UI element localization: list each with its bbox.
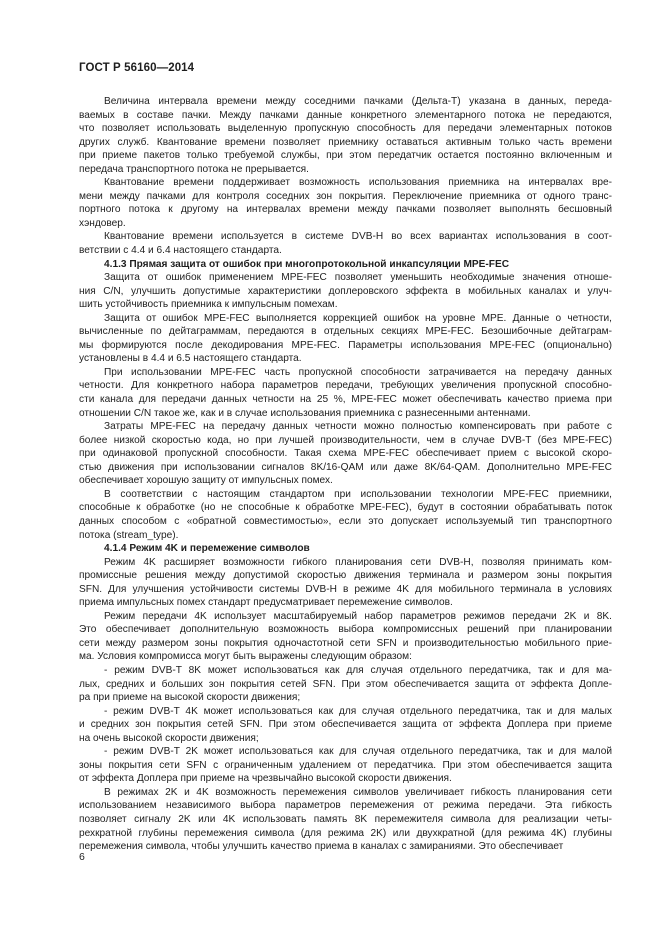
paragraph-line: Защита от ошибок применением MPE-FEC позволяет уменьшить необходимые значения отноше- <box>104 272 612 284</box>
paragraph-line: Затраты MPE-FEC на передачу данных четности можно полностью компенсировать при работе с <box>104 421 612 433</box>
paragraph-line: передача транспортного потока не прерывается. <box>79 163 309 175</box>
paragraph-line: установлены в 4.4 и 6.5 настоящего стандарта. <box>79 353 302 365</box>
paragraph-line: SFN. Для улучшения устойчивости системы DVB-H в режиме 4K для мобильного терминала в условиях <box>79 583 612 595</box>
paragraph-line: ветствии с 4.4 и 6.4 настоящего стандарта. <box>79 245 282 257</box>
paragraph-line: перемежения символа, чтобы улучшить качество приема в каналах с замираниями. Это обеспечивает <box>79 841 564 853</box>
paragraph-line: мы формируются после декодирования MPE-FEC. Параметры использования MPE-FEC (опционально) <box>79 339 612 351</box>
section-heading: 4.1.4 Режим 4K и перемежение символов <box>104 543 310 555</box>
paragraph-line: при приеме пакетов только требуемой службы, при этом передатчик остается постоянно включенным и <box>79 150 612 162</box>
paragraph-line: Режим 4K расширяет возможности гибкого планирования сети DVB-H, позволяя принимать ком- <box>104 556 612 568</box>
paragraph-line: - режим DVB-T 4K может использоваться как для случая отдельного передатчика, так и для малых <box>104 705 612 717</box>
paragraph-line: что позволяет использовать выделенную пропускную способность для передачи элементарных потоков <box>79 123 612 135</box>
paragraph-line: четности. Для конкретного набора параметров передачи, требующих увеличения пропускной способно- <box>79 380 612 392</box>
paragraph-line: мени между пачками для контроля соседних зон покрытия. Переключение приемника от одного транс- <box>79 190 612 202</box>
paragraph-line: от эффекта Доплера при приеме на чрезвычайно высокой скорости движения. <box>79 773 452 785</box>
paragraph-line: лых, средних и больших зон покрытия сетей SFN. При этом обеспечивается защита от эффекта Допле- <box>79 678 612 690</box>
paragraph-line: других служб. Квантование времени позволяет приемнику оставаться активным только часть времени <box>79 136 612 148</box>
paragraph-line: вычисленные по дейтаграммам, передаются в отдельных секциях MPE-FEC. Безошибочные дейтаграм- <box>79 326 612 338</box>
paragraph-line: промиссные решения между допустимой скоростью движения терминала и размером зоны покрытия <box>79 570 612 582</box>
paragraph-line: хэндовер. <box>79 217 126 229</box>
paragraph-line: обеспечивает хорошую защиту от импульсных помех. <box>79 475 333 487</box>
paragraph-line: приема импульсных помех стандарт предусматривает перемежение символов. <box>79 597 453 609</box>
paragraph-line: В соответствии с настоящим стандартом при использовании технологии MPE-FEC приемники, <box>104 488 612 500</box>
paragraph-line: позволяет сигналу 2K или 4K использовать память 8K перемежителя символа для реализации четы- <box>79 813 612 825</box>
paragraph-line: ния C/N, улучшить допустимые характеристики доплеровского эффекта в мобильных каналах и улуч- <box>79 285 612 297</box>
paragraph-line: шить устойчивость приемника к импульсным помехам. <box>79 299 338 311</box>
paragraph-line: Квантование времени поддерживает возможность использования приемника на интервалах вре- <box>104 177 612 189</box>
paragraph-line: рехкратной глубины перемежения символа (для режима 2K) или двухкратной (для режима 4K) глубины <box>79 827 612 839</box>
paragraph-line: отношении C/N такое же, как и в случае использования приемника с разнесенными антеннами. <box>79 407 531 419</box>
standard-header: ГОСТ Р 56160—2014 <box>79 62 195 74</box>
paragraph-line: на очень высокой скорости движения; <box>79 732 259 744</box>
paragraph-line: Величина интервала времени между соседними пачками (Дельта-Т) указана в данных, переда- <box>104 96 612 107</box>
paragraph-line: сети между размером зоны покрытия одночастотной сети SFN и производительностью мобильного прие- <box>79 637 612 649</box>
paragraph-line: более низкой скоростью кода, но при лучшей производительности, чем в случае DVB-T (без MPE-FEC) <box>79 434 612 446</box>
paragraph-line: при одинаковой пропускной способности. Такая схема MPE-FEC обеспечивает прием с высокой скоро- <box>79 448 612 460</box>
paragraph-line: - режим DVB-T 8K может использоваться как для случая отдельного передатчика, так и для ма- <box>104 664 612 676</box>
paragraph-line: Режим передачи 4K использует масштабируемый набор параметров режимов передачи 2K и 8K. <box>104 610 612 622</box>
paragraph-line: ма. Условия компромисса могут быть выражены следующим образом: <box>79 651 412 663</box>
paragraph-line: сти канала для передачи данных четности на 25 %, MPE-FEC может обеспечивать качество приема при <box>79 394 612 406</box>
paragraph-line: ваемых в составе пачки. Между пачками данные конкретного элементарного потока не передаются, <box>79 109 612 121</box>
paragraph-line: портного потока к другому на интервалах времени между пачками позволяет выполнять бесшовный <box>79 204 612 216</box>
paragraph-line: потока (stream_type). <box>79 529 179 541</box>
page-number: 6 <box>79 851 85 863</box>
paragraph-line: и средних зон покрытия сетей SFN. При этом обеспечивается защита от эффекта Доплера при приеме <box>79 719 612 731</box>
paragraph-line: стью движения при использовании сигналов 8K/16-QAM или даже 8K/64-QAM. Дополнительно MPE-FEC <box>79 461 612 473</box>
paragraph-line: Защита от ошибок MPE-FEC выполняется коррекцией ошибок на уровне MPE. Данные о четности, <box>104 312 612 324</box>
paragraph-line: ра при приеме на высокой скорости движения; <box>79 692 301 704</box>
paragraph-line: способные к обработке (но не способные к обработке MPE-FEC), будут в состоянии обрабатывать поток <box>79 502 612 514</box>
document-body <box>79 95 612 854</box>
paragraph-line: Квантование времени используется в системе DVB-H во всех вариантах использования в соот- <box>104 231 612 243</box>
paragraph-line: - режим DVB-T 2K может использоваться как для случая отдельного передатчика, так и для малой <box>104 746 612 758</box>
paragraph-line: При использовании MPE-FEC часть пропускной способности затрачивается на передачу данных <box>104 366 612 378</box>
paragraph-line: зоны покрытия сети SFN с ограниченным удалением от передатчика. При этом обеспечивается защита <box>79 759 612 771</box>
paragraph-line: В режимах 2K и 4K возможность перемежения символов увеличивает гибкость планирования сети <box>104 786 612 798</box>
paragraph-line: Это обеспечивает дополнительную возможность выбора компромиссных решений при планировании <box>79 624 612 636</box>
paragraph-line: использованием независимого выбора параметров перемежения от режима передачи. Эта гибкость <box>79 800 612 812</box>
paragraph-line: данных способом с «обратной совместимостью», если это допускает используемый тип транспортного <box>79 515 612 527</box>
section-heading: 4.1.3 Прямая защита от ошибок при многопротокольной инкапсуляции MPE-FEC <box>104 258 510 270</box>
